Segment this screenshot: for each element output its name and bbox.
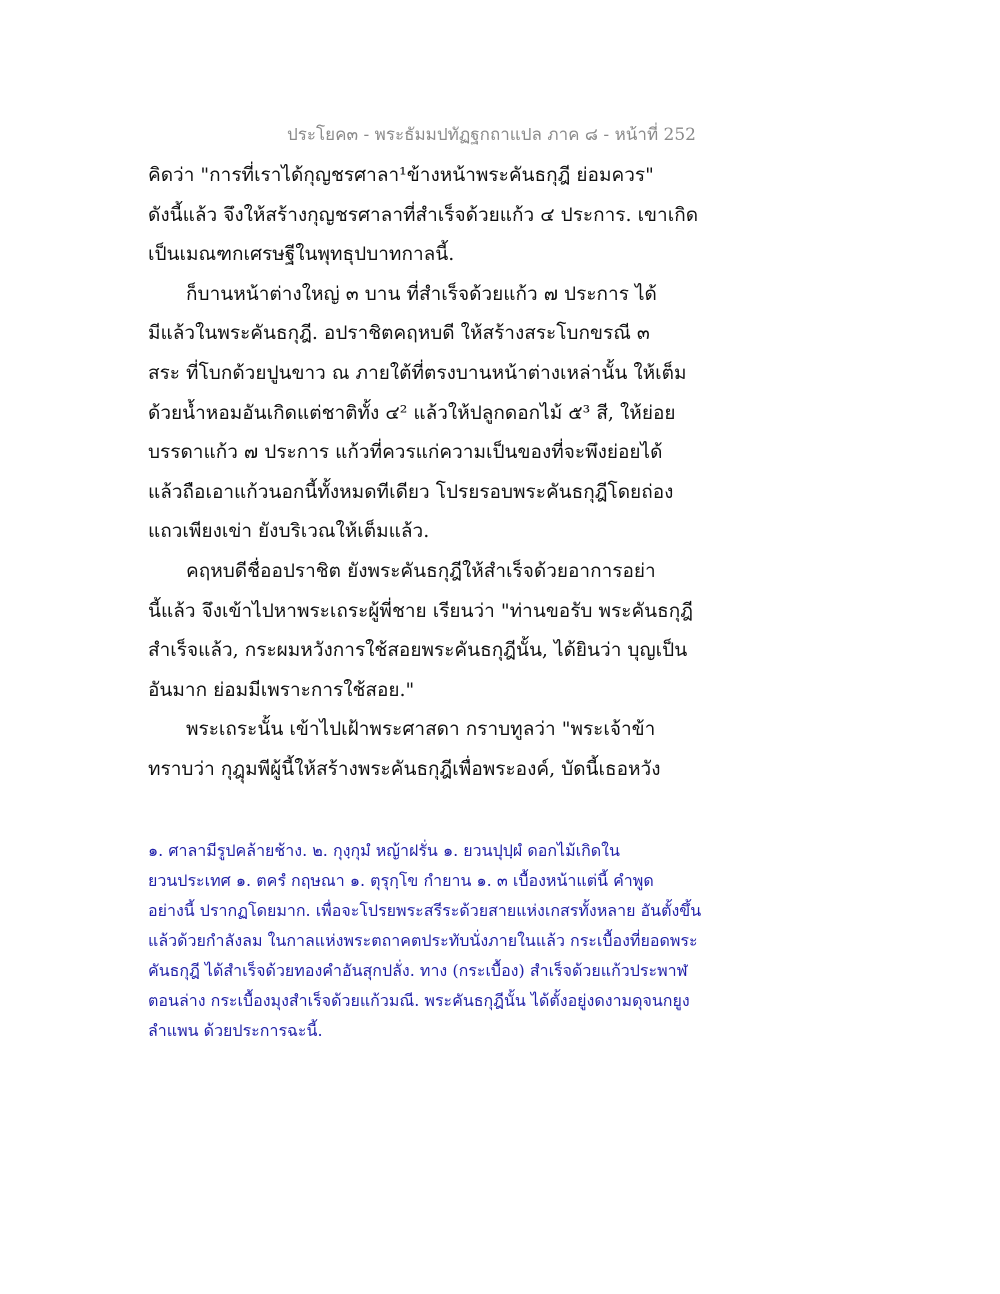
body-line: มีแล้วในพระคันธกุฎี. อปราชิตคฤหบดี ให้สร้างสระโบกขรณี ๓ <box>148 322 650 345</box>
footnote-line: ตอนล่าง กระเบื้องมุงสำเร็จด้วยแก้วมณี. พระคันธกุฎีนั้น ได้ตั้งอยู่งดงามดุจนกยูง <box>148 991 690 1010</box>
body-line: บรรดาแก้ว ๗ ประการ แก้วที่ควรแก่ความเป็นของที่จะพึงย่อยได้ <box>148 441 663 464</box>
footnotes <box>148 836 748 1046</box>
body-line: ด้วยน้ำหอมอันเกิดแต่ชาติทั้ง ๔² แล้วให้ปลูกดอกไม้ ๕³ สี, ให้ย่อย <box>148 401 676 424</box>
footnote-line: คันธกุฎี ได้สำเร็จด้วยทองคำอันสุกปลั่ง. ทาง (กระเบื้อง) สำเร็จด้วยแก้วประพาฬ <box>148 961 688 980</box>
footnote-line: อย่างนี้ ปรากฏโดยมาก. เพื่อจะโปรยพระสรีระด้วยสายแห่งเกสรทั้งหลาย อันตั้งขึ้น <box>148 901 702 920</box>
body-line: สำเร็จแล้ว, กระผมหวังการใช้สอยพระคันธกุฎีนั้น, ได้ยินว่า บุญเป็น <box>148 639 688 662</box>
footnote-line: ยวนประเทศ ๑. ตครํ กฤษณา ๑. ตุรุกฺโข กำยาน ๑. ๓ เบื้องหน้าแต่นี้ คำพูด <box>148 871 654 890</box>
running-header: ประโยค๓ - พระธัมมปทัฏฐกถาแปล ภาค ๘ - หน้าที่ 252 <box>286 125 696 145</box>
body-line: อันมาก ย่อมมีเพราะการใช้สอย." <box>148 678 415 701</box>
body-line: ทราบว่า กุฎุมพีผู้นี้ให้สร้างพระคันธกุฎีเพื่อพระองค์, บัดนี้เธอหวัง <box>148 757 661 780</box>
body-line: คฤหบดีชื่ออปราชิต ยังพระคันธกุฎีให้สำเร็จด้วยอาการอย่า <box>186 559 656 582</box>
body-line: คิดว่า "การที่เราได้กุญชรศาลา¹ข้างหน้าพระคันธกุฎี ย่อมควร" <box>148 164 654 186</box>
footnote-line: ลำแพน ด้วยประการฉะนี้. <box>148 1021 323 1040</box>
body-line: ดังนี้แล้ว จึงให้สร้างกุญชรศาลาที่สำเร็จด้วยแก้ว ๔ ประการ. เขาเกิด <box>148 203 699 226</box>
body-line: พระเถระนั้น เข้าไปเฝ้าพระศาสดา กราบทูลว่า "พระเจ้าข้า <box>186 718 656 741</box>
footnote-line: ๑. ศาลามีรูปคล้ายช้าง. ๒. กุงฺกุมํ หญ้าฝรั่น ๑. ยวนปุปฺผํ ดอกไม้เกิดใน <box>148 841 620 860</box>
body-line: นี้แล้ว จึงเข้าไปหาพระเถระผู้พี่ชาย เรียนว่า "ท่านขอรับ พระคันธกุฎี <box>148 599 694 622</box>
footnote-line: แล้วด้วยกำลังลม ในกาลแห่งพระตถาคตประทับนั่งภายในแล้ว กระเบื้องที่ยอดพระ <box>148 931 698 950</box>
body-line: แล้วถือเอาแก้วนอกนี้ทั้งหมดทีเดียว โปรยรอบพระคันธกุฎีโดยถ่อง <box>148 480 674 503</box>
body-line: ก็บานหน้าต่างใหญ่ ๓ บาน ที่สำเร็จด้วยแก้ว ๗ ประการ ได้ <box>186 282 657 305</box>
body-line: แถวเพียงเข่า ยังบริเวณให้เต็มแล้ว. <box>148 520 430 543</box>
body-text <box>148 156 708 790</box>
body-line: สระ ที่โบกด้วยปูนขาว ณ ภายใต้ที่ตรงบานหน้าต่างเหล่านั้น ให้เต็ม <box>148 361 687 384</box>
body-line: เป็นเมณฑกเศรษฐีในพุทธุปบาทกาลนี้. <box>148 243 455 266</box>
